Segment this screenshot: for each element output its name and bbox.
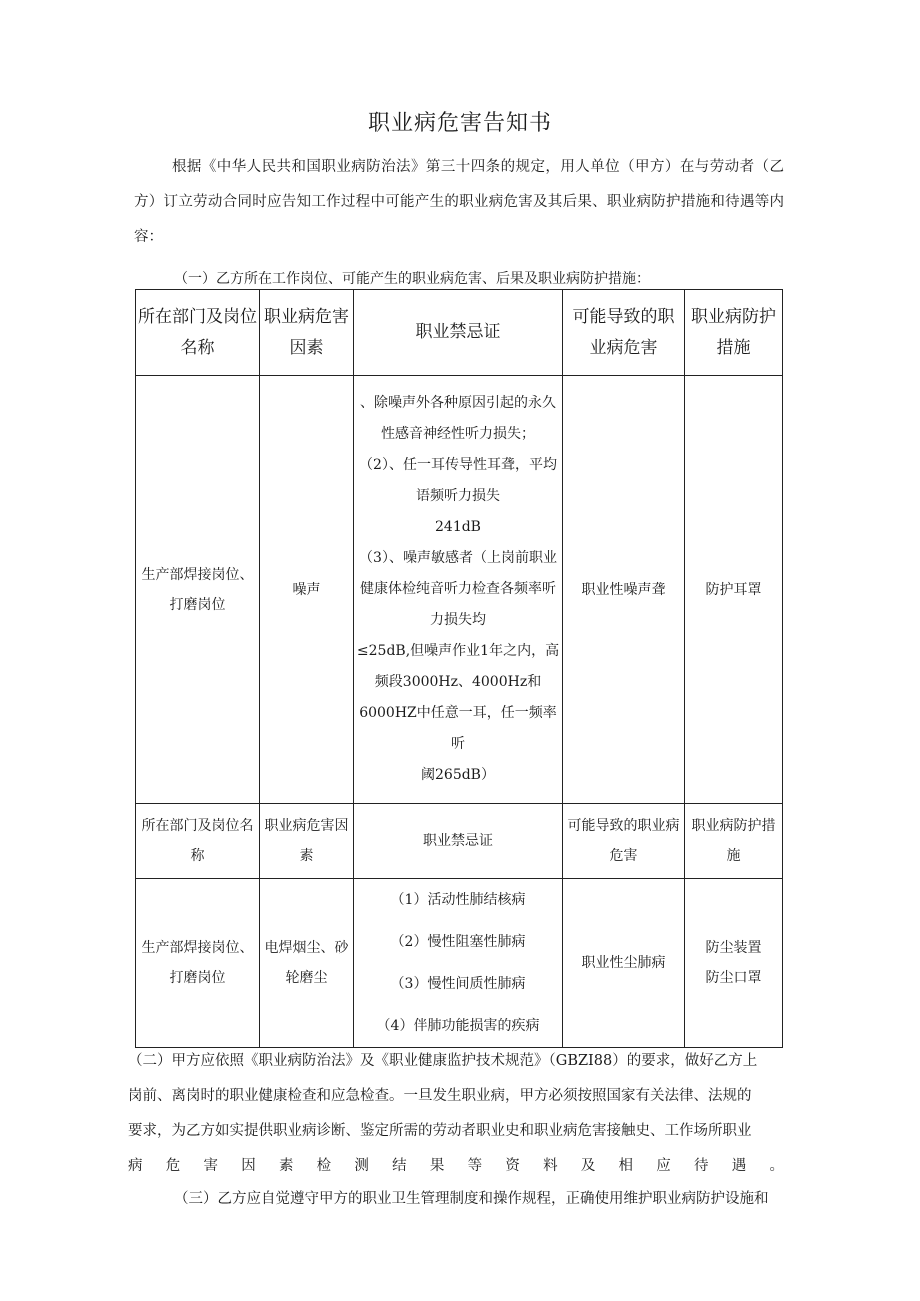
intro-paragraph: 根据《中华人民共和国职业病防治法》第三十四条的规定，用人单位（甲方）在与劳动者（乙方）订立劳动合同时应告知工作过程中可能产生的职业病危害及其后果、职业病防护措施和待遇等内容： — [134, 159, 784, 245]
contra-item: （1）活动性肺结核病 — [390, 892, 526, 908]
table-subheader-row — [136, 804, 783, 879]
hazard-table — [135, 289, 783, 1048]
document-title: 职业病危害告知书 — [367, 111, 552, 136]
paragraph-3: （三）乙方应自觉遵守甲方的职业卫生管理制度和操作规程，正确使用维护职业病防护设施和 — [174, 1191, 769, 1207]
section-1-heading: （一）乙方所在工作岗位、可能产生的职业病危害、后果及职业病防护措施： — [174, 271, 650, 287]
header-protection: 职业病防护措施 — [685, 290, 783, 376]
contra-item: ≤25dB,但噪声作业1年之内，高频段3000Hz、4000Hz和6000HZ中任意一耳，任一频率听 — [356, 643, 560, 752]
cell-protection: 防护耳罩 — [685, 376, 783, 804]
header-disease: 可能导致的职业病危害 — [563, 290, 685, 376]
cell-factor: 电焊烟尘、砂轮磨尘 — [260, 879, 354, 1048]
table-header-row — [136, 290, 783, 376]
cell-disease: 职业性噪声聋 — [563, 376, 685, 804]
contra-item: 阈265dB） — [421, 767, 495, 783]
cell-dept: 生产部焊接岗位、打磨岗位 — [136, 376, 260, 804]
paragraph-2 — [128, 1044, 784, 1184]
contra-item: 、除噪声外各种原因引起的永久性感音神经性听力损失； — [360, 395, 556, 442]
header-factor: 职业病危害因素 — [260, 290, 354, 376]
cell-protection — [685, 879, 783, 1048]
subheader-protection: 职业病防护措施 — [685, 804, 783, 879]
contra-item: 241dB — [435, 519, 481, 535]
subheader-dept: 所在部门及岗位名称 — [136, 804, 260, 879]
contra-item: （2）、任一耳传导性耳聋，平均语频听力损失 — [359, 457, 557, 504]
subheader-contraindication: 职业禁忌证 — [354, 804, 563, 879]
cell-dept: 生产部焊接岗位、打磨岗位 — [136, 879, 260, 1048]
contra-item: （3）、噪声敏感者（上岗前职业健康体检纯音听力检查各频率听力损失均 — [359, 550, 557, 628]
cell-contraindications — [354, 376, 563, 804]
paragraph-2-line: 要求，为乙方如实提供职业病诊断、鉴定所需的劳动者职业史和职业病危害接触史、工作场所职业 — [128, 1123, 752, 1139]
cell-disease: 职业性尘肺病 — [563, 879, 685, 1048]
paragraph-2-line: （二）甲方应依照《职业病防治法》及《职业健康监护技术规范》（GBZI88）的要求，做好乙方上 — [128, 1053, 758, 1069]
protection-item: 防尘装置 — [705, 940, 762, 956]
contra-item: （3）慢性间质性肺病 — [390, 976, 526, 992]
subheader-disease: 可能导致的职业病危害 — [563, 804, 685, 879]
cell-contraindications — [354, 879, 563, 1048]
header-contraindication: 职业禁忌证 — [354, 290, 563, 376]
protection-item: 防尘口罩 — [705, 970, 762, 986]
table-row — [136, 879, 783, 1048]
contra-item: （2）慢性阻塞性肺病 — [390, 934, 526, 950]
header-dept: 所在部门及岗位名称 — [136, 290, 260, 376]
paragraph-2-line: 岗前、离岗时的职业健康检查和应急检查。一旦发生职业病，甲方必须按照国家有关法律、法规的 — [128, 1088, 752, 1104]
cell-factor: 噪声 — [260, 376, 354, 804]
subheader-factor: 职业病危害因素 — [260, 804, 354, 879]
paragraph-2-line: 病危害因素检测结果等资料及相应待遇。 — [128, 1158, 784, 1174]
table-row — [136, 376, 783, 804]
contra-item: （4）伴肺功能损害的疾病 — [376, 1018, 540, 1034]
